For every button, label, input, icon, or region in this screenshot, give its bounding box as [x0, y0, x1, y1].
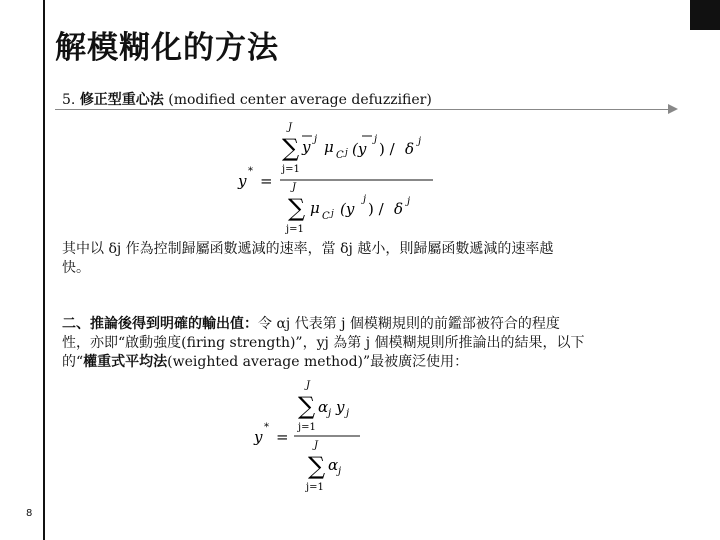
- weighted-average-line-2: 性，亦即“啟動強度(firing strength)”，yj 為第 j 個模糊規則所推論出的結果，以下: [62, 335, 585, 351]
- f2-num-alpha: α: [318, 398, 329, 416]
- f2-num-upper-limit: J: [306, 380, 311, 391]
- weighted-average-line-3-post: (weighted average method)”最被廣泛使用：: [167, 354, 469, 370]
- f1-num-mu: μ: [324, 138, 334, 156]
- f1-lhs-y: y: [238, 172, 247, 190]
- f1-num-delta-j: j: [418, 136, 422, 147]
- f1-num-close: ) /: [379, 140, 395, 158]
- weighted-average-formula: [252, 378, 372, 496]
- weighted-average-line-1: [62, 315, 662, 334]
- f1-equals: =: [260, 172, 273, 190]
- f2-num-alpha-j: j: [328, 408, 332, 419]
- f1-den-c-j: j: [331, 209, 334, 219]
- section-number: 5.: [62, 92, 76, 108]
- f2-equals: =: [276, 428, 289, 446]
- f1-den-delta-j: j: [407, 196, 411, 207]
- f1-num-c: C: [336, 150, 344, 161]
- f1-num-paren-j: j: [374, 134, 378, 145]
- f1-den-mu: μ: [310, 199, 320, 217]
- delta-explanation-paragraph: [62, 240, 662, 278]
- f1-den-paren-j: j: [363, 194, 367, 205]
- f1-den-delta: δ: [394, 200, 404, 218]
- slide-title: 解模糊化的方法: [55, 30, 279, 66]
- f2-lhs-star: *: [264, 422, 269, 433]
- f1-num-delta: δ: [405, 140, 415, 158]
- f1-num-y: y: [302, 138, 311, 156]
- f2-num-lower-limit: j=1: [298, 422, 316, 433]
- f1-den-c: C: [322, 211, 330, 222]
- delta-explanation-line-1: 其中以 δj 作為控制歸屬函數遞減的速率，當 δj 越小，則歸屬函數遞減的速率越: [62, 241, 554, 257]
- f1-num-lower-limit: j=1: [282, 164, 300, 175]
- delta-explanation-line-2: 快。: [62, 260, 90, 276]
- f1-den-close: ) /: [368, 200, 384, 218]
- modified-center-average-formula: [228, 118, 448, 238]
- weighted-average-paragraph: [62, 315, 662, 372]
- f2-den-lower-limit: j=1: [306, 482, 324, 493]
- heading-underline: [55, 109, 675, 110]
- weighted-average-line-3-pre: 的“: [62, 354, 84, 370]
- f1-den-upper-limit: J: [292, 182, 297, 193]
- heading-underline-arrow: [668, 104, 678, 114]
- left-vertical-rule: [43, 0, 45, 540]
- f2-den-alpha: α: [328, 456, 339, 474]
- f1-lhs-star: *: [248, 166, 253, 177]
- weighted-average-line-1-rest: 令 αj 代表第 j 個模糊規則的前鑑部被符合的程度: [258, 316, 560, 332]
- f2-num-y-j: j: [346, 408, 350, 419]
- weighted-average-line-3: [62, 353, 662, 372]
- f2-den-alpha-j: j: [338, 466, 342, 477]
- corner-block: [690, 0, 720, 30]
- weighted-average-method-name: 權重式平均法: [83, 354, 168, 370]
- f1-den-paren: (y: [340, 200, 355, 218]
- section-name-zh: 修正型重心法: [79, 92, 164, 108]
- f1-den-sum: ∑: [288, 194, 306, 222]
- f1-num-sum: ∑: [282, 134, 300, 162]
- section-2-heading: 二、推論後得到明確的輸出值：: [62, 316, 258, 332]
- f1-num-upper-limit: J: [288, 122, 293, 133]
- f2-lhs-y: y: [254, 428, 263, 446]
- f1-den-lower-limit: j=1: [286, 224, 304, 235]
- f2-den-upper-limit: J: [314, 440, 319, 451]
- section-5-heading: [62, 89, 432, 109]
- f1-num-paren: (y: [352, 140, 367, 158]
- f2-den-sum: ∑: [308, 452, 326, 480]
- section-name-en: (modified center average defuzzifier): [168, 92, 432, 108]
- page-number: 8: [26, 508, 33, 519]
- f2-num-sum: ∑: [298, 392, 316, 420]
- f1-num-y-j: j: [314, 134, 318, 145]
- f1-num-c-j: j: [345, 148, 348, 158]
- f2-num-y: y: [336, 398, 345, 416]
